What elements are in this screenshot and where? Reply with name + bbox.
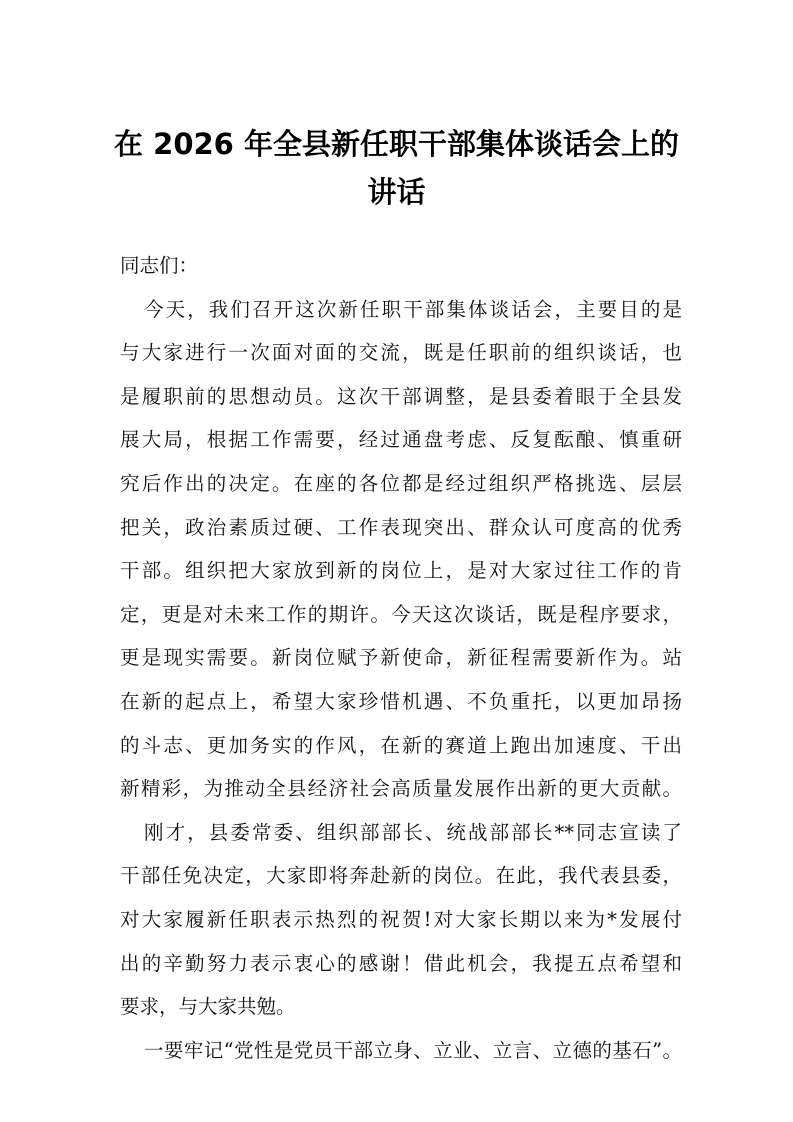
text-line: 定，更是对未来工作的期许。今天这次谈话，既是程序要求， (120, 602, 682, 626)
text-line: 究后作出的决定。在座的各位都是经过组织严格挑选、层层 (120, 471, 682, 495)
text-line: 的斗志、更加务实的作风，在新的赛道上跑出加速度、干出 (120, 733, 682, 757)
text-line: 刚才，县委常委、组织部部长、统战部部长**同志宣读了 (144, 820, 682, 844)
text-line: 出的辛勤努力表示衷心的感谢！借此机会，我提五点希望和 (120, 951, 682, 975)
text-line: 要求，与大家共勉。 (120, 995, 296, 1019)
text-line: 一要牢记“党性是党员干部立身、立业、立言、立德的基石”。 (144, 1038, 682, 1062)
text-line: 把关，政治素质过硬、工作表现突出、群众认可度高的优秀 (120, 515, 682, 539)
paragraph-1 (120, 288, 682, 811)
text-line: 干部。组织把大家放到新的岗位上，是对大家过往工作的肯 (120, 559, 682, 583)
paragraph-2 (120, 811, 682, 1029)
document-title-line-2: 讲话 (367, 175, 426, 209)
paragraph-3 (120, 1029, 682, 1073)
text-line: 展大局，根据工作需要，经过通盘考虑、反复酝酿、慎重研 (120, 428, 682, 452)
text-line: 与大家进行一次面对面的交流，既是任职前的组织谈话，也 (120, 341, 682, 365)
text-line: 在新的起点上，希望大家珍惜机遇、不负重托，以更加昂扬 (120, 689, 682, 713)
text-line: 是履职前的思想动员。这次干部调整，是县委着眼于全县发 (120, 384, 682, 408)
text-line: 今天，我们召开这次新任职干部集体谈话会，主要目的是 (144, 297, 682, 321)
document-body (120, 244, 682, 1072)
text-line: 干部任免决定，大家即将奔赴新的岗位。在此，我代表县委， (120, 864, 682, 888)
document-title-line-1: 在 2026 年全县新任职干部集体谈话会上的 (114, 127, 679, 161)
text-line: 对大家履新任职表示热烈的祝贺!对大家长期以来为*发展付 (120, 907, 682, 931)
text-line: 更是现实需要。新岗位赋予新使命，新征程需要新作为。站 (120, 646, 682, 670)
salutation: 同志们： (120, 254, 199, 277)
text-line: 新精彩，为推动全县经济社会高质量发展作出新的更大贡献。 (120, 777, 682, 801)
